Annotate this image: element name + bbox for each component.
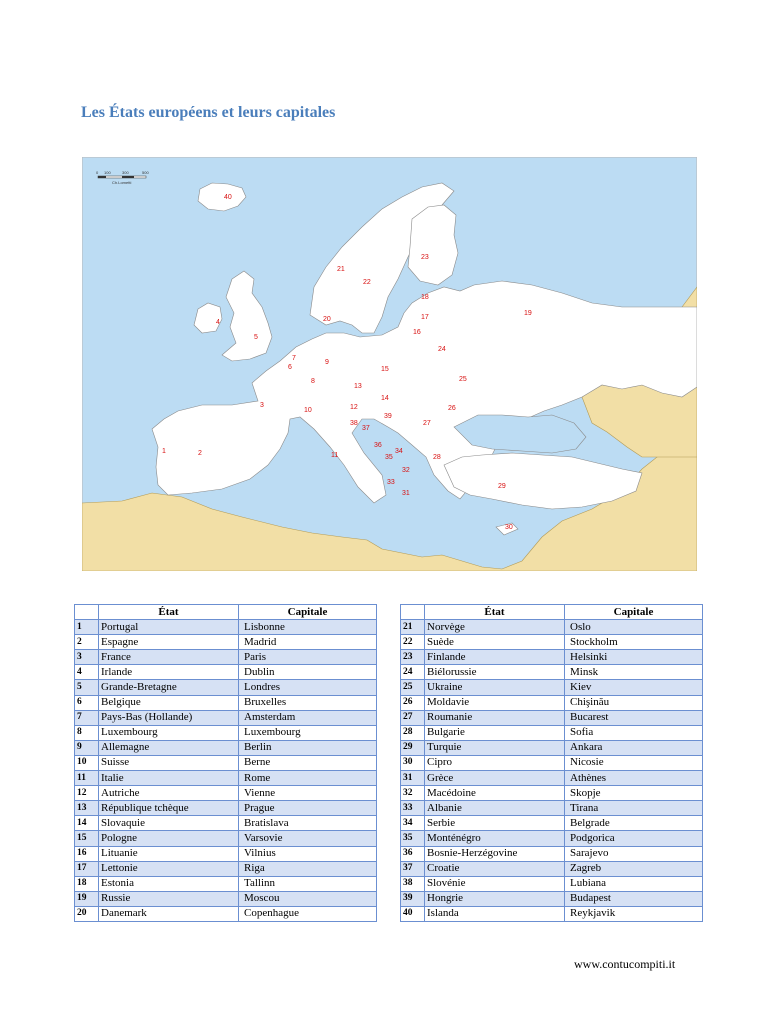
page-title: Les États européens et leurs capitales (81, 104, 336, 121)
capital-name: Amsterdam (239, 710, 377, 725)
website-link[interactable]: www.contucompiti.it (574, 957, 676, 971)
state-name: Pays-Bas (Hollande) (99, 710, 239, 725)
capital-header: Capitale (565, 605, 703, 620)
state-name: Luxembourg (99, 725, 239, 740)
state-number: 11 (75, 771, 99, 786)
table-row (75, 680, 377, 695)
state-name: Islanda (425, 906, 565, 921)
capital-name: Moscou (239, 891, 377, 906)
map-number-4: 4 (216, 319, 220, 326)
capital-name: Riga (239, 861, 377, 876)
state-name: Grande-Bretagne (99, 680, 239, 695)
capital-name: Oslo (565, 620, 703, 635)
map-number-28: 28 (433, 454, 441, 461)
state-name: République tchèque (99, 801, 239, 816)
capital-name: Bratislava (239, 816, 377, 831)
table-row (401, 891, 703, 906)
state-name: Hongrie (425, 891, 565, 906)
capital-name: Vienne (239, 786, 377, 801)
map-number-9: 9 (325, 359, 329, 366)
map-number-16: 16 (413, 329, 421, 336)
map-number-40: 40 (224, 194, 232, 201)
state-number: 16 (75, 846, 99, 861)
capital-header: Capitale (239, 605, 377, 620)
state-number: 6 (75, 695, 99, 710)
state-number: 24 (401, 665, 425, 680)
capital-name: Madrid (239, 635, 377, 650)
state-number: 31 (401, 771, 425, 786)
capital-name: Athènes (565, 771, 703, 786)
table-row (75, 891, 377, 906)
capital-name: Lubiana (565, 876, 703, 891)
map-number-33: 33 (387, 479, 395, 486)
capital-name: Bucarest (565, 710, 703, 725)
state-number: 34 (401, 816, 425, 831)
state-number: 8 (75, 725, 99, 740)
map-svg (82, 157, 697, 571)
state-name: Irlande (99, 665, 239, 680)
state-name: Espagne (99, 635, 239, 650)
state-number: 33 (401, 801, 425, 816)
state-number: 1 (75, 620, 99, 635)
state-name: Pologne (99, 831, 239, 846)
map-number-13: 13 (354, 383, 362, 390)
state-name: Norvège (425, 620, 565, 635)
table-row (75, 846, 377, 861)
state-number: 3 (75, 650, 99, 665)
state-number: 23 (401, 650, 425, 665)
scale-label-100: 100 (104, 170, 111, 175)
state-number: 27 (401, 710, 425, 725)
scale-label-300: 300 (122, 170, 129, 175)
state-name: Russie (99, 891, 239, 906)
table-row (401, 695, 703, 710)
state-header: État (425, 605, 565, 620)
state-number: 37 (401, 861, 425, 876)
capital-name: Paris (239, 650, 377, 665)
map-number-34: 34 (395, 448, 403, 455)
table-row (75, 771, 377, 786)
state-number: 15 (75, 831, 99, 846)
table-header-row (401, 605, 703, 620)
map-number-39: 39 (384, 413, 392, 420)
table-row (401, 861, 703, 876)
state-number: 14 (75, 816, 99, 831)
table-row (75, 801, 377, 816)
map-number-7: 7 (292, 355, 296, 362)
state-number: 25 (401, 680, 425, 695)
table-row (75, 816, 377, 831)
table-row (75, 786, 377, 801)
table-row (75, 906, 377, 921)
map-number-2: 2 (198, 450, 202, 457)
state-number: 2 (75, 635, 99, 650)
state-number: 10 (75, 755, 99, 770)
capital-name: Reykjavik (565, 906, 703, 921)
table-row (401, 876, 703, 891)
state-number: 5 (75, 680, 99, 695)
map-number-30: 30 (505, 524, 513, 531)
table-row (75, 725, 377, 740)
map-number-22: 22 (363, 279, 371, 286)
state-name: Lettonie (99, 861, 239, 876)
table-row (401, 725, 703, 740)
states-table-left (74, 604, 377, 922)
capital-name: Dublin (239, 665, 377, 680)
state-name: Suisse (99, 755, 239, 770)
state-name: Macédoine (425, 786, 565, 801)
capital-name: Sofia (565, 725, 703, 740)
table-row (75, 861, 377, 876)
map-number-23: 23 (421, 254, 429, 261)
state-number: 9 (75, 740, 99, 755)
state-number: 7 (75, 710, 99, 725)
table-row (401, 665, 703, 680)
number-header (75, 605, 99, 620)
map-number-25: 25 (459, 376, 467, 383)
state-name: Turquie (425, 740, 565, 755)
table-row (401, 906, 703, 921)
state-number: 17 (75, 861, 99, 876)
state-number: 39 (401, 891, 425, 906)
state-name: Ukraine (425, 680, 565, 695)
map-number-19: 19 (524, 310, 532, 317)
state-name: Roumanie (425, 710, 565, 725)
state-name: Bulgarie (425, 725, 565, 740)
number-header (401, 605, 425, 620)
state-number: 12 (75, 786, 99, 801)
table-row (401, 680, 703, 695)
state-number: 30 (401, 755, 425, 770)
table-row (401, 816, 703, 831)
table-row (75, 650, 377, 665)
table-row (401, 771, 703, 786)
capital-name: Tallinn (239, 876, 377, 891)
table-row (401, 740, 703, 755)
capital-name: Nicosie (565, 755, 703, 770)
capital-name: Sarajevo (565, 846, 703, 861)
capital-name: Copenhague (239, 906, 377, 921)
map-number-35: 35 (385, 454, 393, 461)
map-number-11: 11 (331, 452, 339, 459)
state-number: 29 (401, 740, 425, 755)
table-row (75, 755, 377, 770)
finland (408, 205, 458, 285)
capital-name: Berne (239, 755, 377, 770)
table-header-row (75, 605, 377, 620)
table-row (401, 710, 703, 725)
table-row (401, 831, 703, 846)
state-number: 19 (75, 891, 99, 906)
state-name: Monténégro (425, 831, 565, 846)
map-number-1: 1 (162, 448, 166, 455)
state-name: Slovaquie (99, 816, 239, 831)
state-name: Biélorussie (425, 665, 565, 680)
capital-name: Rome (239, 771, 377, 786)
map-number-14: 14 (381, 395, 389, 402)
state-number: 32 (401, 786, 425, 801)
scale-label-0: 0 (96, 170, 99, 175)
state-number: 13 (75, 801, 99, 816)
map-number-5: 5 (254, 334, 258, 341)
table-row (75, 665, 377, 680)
state-name: France (99, 650, 239, 665)
capital-name: Bruxelles (239, 695, 377, 710)
state-number: 4 (75, 665, 99, 680)
map-number-17: 17 (421, 314, 429, 321)
table-row (401, 620, 703, 635)
capital-name: Vilnius (239, 846, 377, 861)
capital-name: Zagreb (565, 861, 703, 876)
state-name: Cipro (425, 755, 565, 770)
table-row (75, 740, 377, 755)
table-row (75, 876, 377, 891)
state-number: 36 (401, 846, 425, 861)
state-number: 21 (401, 620, 425, 635)
capital-name: Chişinău (565, 695, 703, 710)
state-number: 20 (75, 906, 99, 921)
map-number-3: 3 (260, 402, 264, 409)
capital-name: Ankara (565, 740, 703, 755)
capital-name: Kiev (565, 680, 703, 695)
state-name: Croatie (425, 861, 565, 876)
state-name: Italie (99, 771, 239, 786)
table-row (401, 755, 703, 770)
states-table-right (400, 604, 703, 922)
map-number-8: 8 (311, 378, 315, 385)
state-number: 40 (401, 906, 425, 921)
capital-name: Prague (239, 801, 377, 816)
capital-name: Skopje (565, 786, 703, 801)
map-number-24: 24 (438, 346, 446, 353)
capital-name: Budapest (565, 891, 703, 906)
state-name: Finlande (425, 650, 565, 665)
table-row (75, 831, 377, 846)
state-number: 28 (401, 725, 425, 740)
capital-name: Luxembourg (239, 725, 377, 740)
state-name: Serbie (425, 816, 565, 831)
state-name: Autriche (99, 786, 239, 801)
map-number-10: 10 (304, 407, 312, 414)
table-row (401, 786, 703, 801)
capital-name: Minsk (565, 665, 703, 680)
capital-name: Lisbonne (239, 620, 377, 635)
map-number-12: 12 (350, 404, 358, 411)
state-number: 35 (401, 831, 425, 846)
map-number-18: 18 (421, 294, 429, 301)
state-name: Slovénie (425, 876, 565, 891)
state-name: Allemagne (99, 740, 239, 755)
capital-name: Podgorica (565, 831, 703, 846)
map-number-20: 20 (323, 316, 331, 323)
capital-name: Belgrade (565, 816, 703, 831)
map-number-27: 27 (423, 420, 431, 427)
map-number-29: 29 (498, 483, 506, 490)
map-number-15: 15 (381, 366, 389, 373)
state-number: 26 (401, 695, 425, 710)
map-number-36: 36 (374, 442, 382, 449)
table-row (401, 635, 703, 650)
state-header: État (99, 605, 239, 620)
capital-name: Londres (239, 680, 377, 695)
state-name: Belgique (99, 695, 239, 710)
state-name: Portugal (99, 620, 239, 635)
state-number: 18 (75, 876, 99, 891)
capital-name: Helsinki (565, 650, 703, 665)
state-name: Danemark (99, 906, 239, 921)
map-credit: Ch.Lometti (112, 180, 132, 185)
state-name: Grèce (425, 771, 565, 786)
map-number-6: 6 (288, 364, 292, 371)
capital-name: Tirana (565, 801, 703, 816)
table-row (75, 695, 377, 710)
table-row (401, 846, 703, 861)
map-number-38: 38 (350, 420, 358, 427)
scale-label-500: 500 (142, 170, 149, 175)
map-number-37: 37 (362, 425, 370, 432)
table-row (401, 801, 703, 816)
state-name: Moldavie (425, 695, 565, 710)
state-name: Estonia (99, 876, 239, 891)
table-row (401, 650, 703, 665)
capital-name: Varsovie (239, 831, 377, 846)
state-number: 38 (401, 876, 425, 891)
table-row (75, 635, 377, 650)
europe-map (82, 157, 697, 571)
table-row (75, 620, 377, 635)
table-row (75, 710, 377, 725)
map-number-21: 21 (337, 266, 345, 273)
map-number-26: 26 (448, 405, 456, 412)
state-name: Lituanie (99, 846, 239, 861)
capital-name: Stockholm (565, 635, 703, 650)
capital-name: Berlin (239, 740, 377, 755)
state-name: Albanie (425, 801, 565, 816)
map-number-32: 32 (402, 467, 410, 474)
map-number-31: 31 (402, 490, 410, 497)
state-number: 22 (401, 635, 425, 650)
state-name: Suède (425, 635, 565, 650)
state-name: Bosnie-Herzégovine (425, 846, 565, 861)
